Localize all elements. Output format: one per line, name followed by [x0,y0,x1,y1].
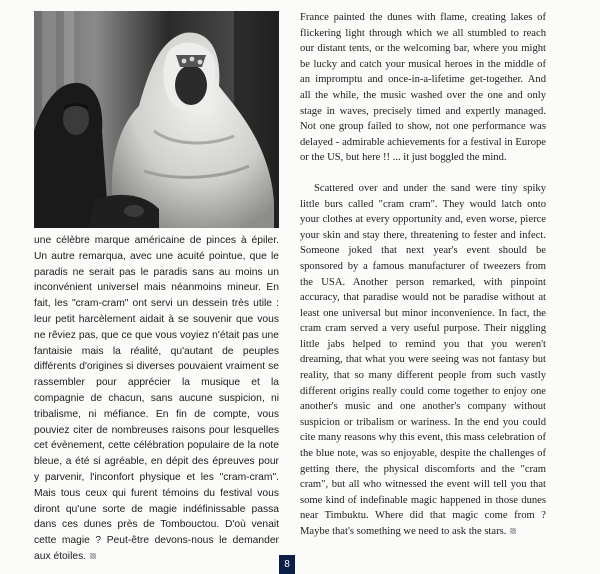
french-paragraph [34,233,279,565]
french-paragraph-text: une célèbre marque américaine de pinces à épiler. Un autre remarqua, avec une acuité pointue, que le paradis ne serait pas le paradis sans au moins un inconvénient universel mais néanmoins mineur. En fait, les "cram-cram" ont servi un dessein très utile : leur petit harcèlement aidait à se souvenir que vous ne rêviez pas, que ce que vous voyiez n'était pas une fantaisie mais la réalité, qu'autant de peuples différents d'origines si diverses pouvaient vraiment se rassembler pour apprécier la musique et la compagnie de chacun, sans aucune suspicion, ni tribalisme, ni méfiance. En fin de compte, vous pouviez citer de nombreuses raisons pour lesquelles cet évènement, cette célébration populaire de la note bleue, a été si agréable, en dépit des épreuves pour y parvenir, l'inconfort physique et les "cram-cram". Mais tous ceux qui furent témoins du festival vous diront qu'une sorte de magie indéfinissable passa dans ces dunes près de Tombouctou. D'où venait cette magie ? Peut-être devons-nous le demander aux étoiles. [34,235,279,562]
end-mark-icon [510,528,516,534]
french-text-column [34,233,279,565]
english-text-column [300,10,546,540]
end-mark-icon [90,553,96,559]
photo-two-veiled-people [34,11,279,228]
photo-graphic [34,11,279,228]
english-paragraph-2-text: Scattered over and under the sand were tiny spiky little burs called "cram cram". They would latch onto your clothes at every opportunity and, even worse, pierce your skin and stay there, threatening to fester and infect. Someone joked that next year's event should be sponsored by a famous manufacturer of tweezers from the USA. Another person remarked, with pinpoint accuracy, that paradise would not be paradise without at least one universal but minor inconvenience. In fact, the cram cram served a very useful purpose. Their niggling little jabs helped to remind you that you weren't dreaming, that what you were seeing was not fantasy but reality, that so many different people from such vastly different origins really could come together to enjoy one another's music and one another's company without suspicion or tribalism or wariness. In the end you could cite many reasons why this event, this mass celebration of the blue note, was so enjoyable, despite the challenges of getting there, the physical discomforts and the "cram cram", but all who witnessed the event will tell you that some kind of indefinable magic happened in those dunes near Timbuktu. Where did that magic come from ? Maybe that's something we need to ask the stars. [300,182,546,537]
english-paragraph-2 [300,181,546,540]
page-number: 8 [279,555,295,574]
english-paragraph-1: France painted the dunes with flame, creating lakes of flickering light through which we all stumbled to reach our distant tents, or the welcoming bar, where you might be lucky and catch your musical heroes in the middle of an impromptu and once-in-a-lifetime get-together. And all the while, the music washed over the one and only stage in waves, precisely timed and expertly managed. Not one group failed to show, not one performance was delayed - admirable achievements for a festival in Europe or the US, but here !! ... it just boggled the mind. [300,12,546,164]
